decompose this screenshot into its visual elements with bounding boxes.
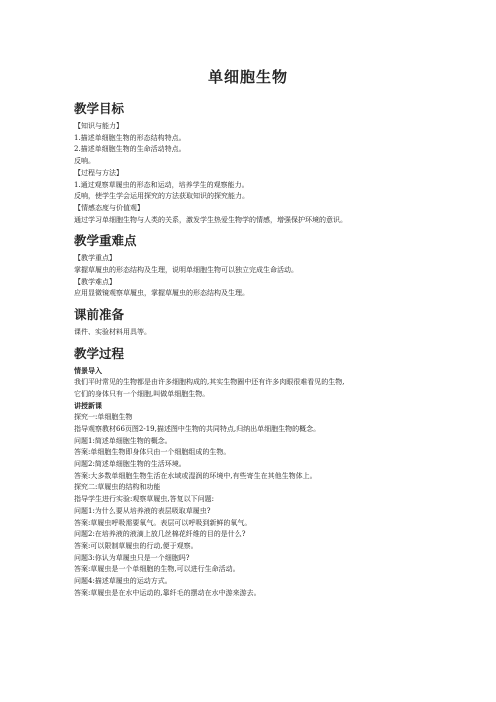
heading-process: 教学过程 (74, 345, 125, 361)
text-line: 问题3:你认为草履虫只是一个细胞吗? (74, 553, 190, 562)
text-line: 探究一:单细胞生物 (74, 413, 133, 422)
text-line: 【情感态度与价值观】 (74, 203, 144, 212)
text-line: 问题2:在培养液的液滴上放几丝棉花纤维的目的是什么? (74, 530, 246, 539)
text-line: 它们的身体只有一个细胞,叫做单细胞生物。 (74, 390, 210, 399)
objectives-section (74, 121, 434, 226)
text-line: 通过学习单细胞生物与人类的关系，激发学生热爱生物学的情感，增强保护环境的意识。 (74, 215, 347, 224)
text-line: 答案:单细胞生物即身体只由一个细胞组成的生物。 (74, 448, 231, 457)
text-line: 【教学难点】 (74, 277, 116, 286)
text-line: 反响。 (74, 157, 95, 166)
key-points-section (74, 253, 434, 300)
document-title: 单细胞生物 (207, 68, 288, 86)
text-line: 2.描述单细胞生物的生命活动特点。 (74, 145, 186, 154)
text-line: 答案:大多数单细胞生物生活在水域或湿润的环境中,有些寄生在其他生物体上。 (74, 471, 317, 480)
text-line: 答案:可以限制草履虫的行动,便于观察。 (74, 541, 198, 550)
heading-preparation: 课前准备 (74, 307, 125, 323)
text-line: 答案:草履虫呼吸需要氧气。表层可以呼吸到新鲜的氧气。 (74, 518, 252, 527)
text-line: 问题4:描述草履虫的运动方式。 (74, 577, 172, 586)
text-line: 探究二:草履虫的结构和功能 (74, 483, 161, 492)
text-line: 反响，使学生学会运用探究的方法获取知识的探究能力。 (74, 192, 249, 201)
text-line: 问题2:简述单细胞生物的生活环境。 (74, 460, 186, 469)
document-body (74, 94, 434, 600)
text-line: 指导学生进行实验:观察草履虫,答复以下问题: (74, 495, 214, 504)
text-line: 指导观察教材66页图2-19,描述图中生物的共同特点,归纳出单细胞生物的概念。 (74, 424, 321, 433)
text-line: 应用显微镜观察草履虫，掌握草履虫的形态结构及生理。 (74, 289, 249, 298)
text-line: 【知识与能力】 (74, 122, 123, 130)
text-line: 答案:草履虫是在水中运动的,靠纤毛的摆动在水中游来游去。 (74, 588, 261, 597)
text-line: 1.通过观察草履虫的形态和运动，培养学生的观察能力。 (74, 180, 249, 189)
text-line: 【教学重点】 (74, 254, 116, 263)
text-line: 掌握草履虫的形态结构及生理，说明单细胞生物可以独立完成生命活动。 (74, 266, 298, 275)
heading-key-points: 教学重难点 (74, 233, 137, 249)
text-line: 我们平时常见的生物都是由许多细胞构成的,其实生物圈中还有许多肉眼很难看见的生物, (74, 378, 345, 387)
text-line: 答案:草履虫是一个单细胞的生物,可以进行生命活动。 (74, 565, 240, 574)
heading-objectives: 教学目标 (74, 101, 125, 116)
subheading-lesson: 讲授新课 (74, 401, 102, 410)
text-line: 1.描述单细胞生物的形态结构特点。 (74, 133, 186, 142)
text-line: 课件、实验材料用具等。 (74, 328, 151, 337)
text-line: 问题1:为什么要从培养液的表层吸取草履虫? (74, 506, 211, 515)
text-line: 【过程与方法】 (74, 168, 123, 177)
text-line: 问题1:简述单细胞生物的概念。 (74, 436, 172, 445)
preparation-section (74, 327, 434, 339)
process-section (74, 366, 434, 600)
subheading-intro: 情景导入 (74, 366, 102, 375)
